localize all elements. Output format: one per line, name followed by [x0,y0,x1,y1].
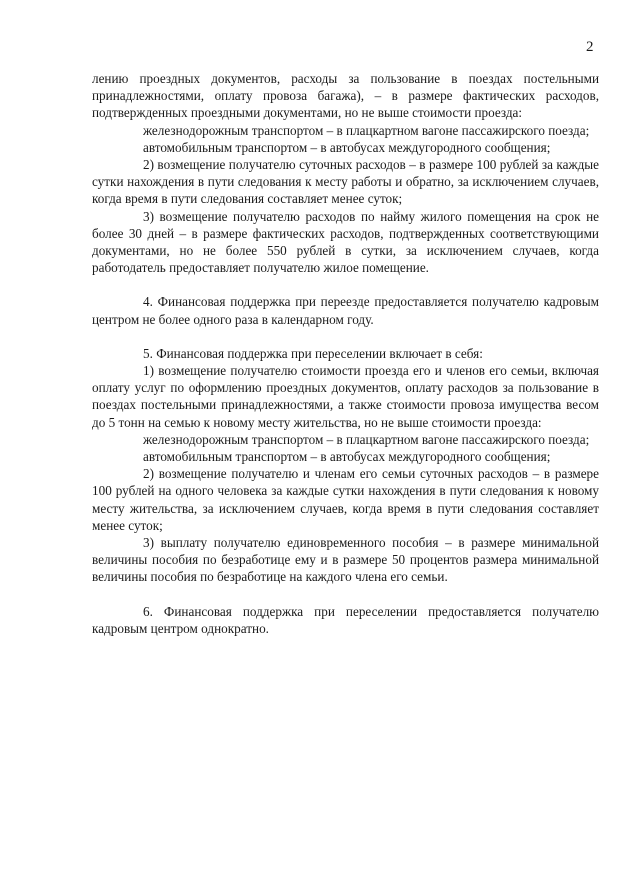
paragraph: 2) возмещение получателю суточных расходов – в размере 100 рублей за каждые сутки нахождения в пути следования к месту работы и обратно, за исключением случаев, когда время в пути следования составляет менее суток; [92,157,599,207]
paragraph: лению проездных документов, расходы за пользование в поездах постельными принадлежностями, оплату провоза багажа), – в размере фактических расходов, подтвержденных проездными документами, но не выше стоимости проезда: [92,71,599,121]
paragraph: 3) возмещение получателю расходов по найму жилого помещения на срок не более 30 дней – в размере фактических расходов, подтвержденных соответствующими документами, но не более 550 рублей в сутки, за исключением случаев, когда работодатель предоставляет получателю жилое помещение. [92,208,599,276]
paragraph: 6. Финансовая поддержка при переселении предоставляется получателю кадровым центром однократно. [92,603,599,636]
paragraph: 3) выплату получателю единовременного пособия – в размере минимальной величины пособия по безработице ему и в размере 50 процентов размера минимальной величины пособия по безработице на каждого члена его семьи. [92,535,599,585]
paragraph: железнодорожным транспортом – в плацкартном вагоне пассажирского поезда; [143,122,590,138]
paragraph: железнодорожным транспортом – в плацкартном вагоне пассажирского поезда; [143,431,590,447]
paragraph: 5. Финансовая поддержка при переселении включает в себя: [143,345,483,361]
paragraph: 4. Финансовая поддержка при переезде предоставляется получателю кадровым центром не более одного раза в календарном году. [92,294,599,327]
paragraph: автомобильным транспортом – в автобусах междугородного сообщения; [143,139,551,155]
document-body [92,70,599,637]
paragraph: автомобильным транспортом – в автобусах междугородного сообщения; [143,449,551,465]
paragraph: 2) возмещение получателю и членам его семьи суточных расходов – в размере 100 рублей на одного человека за каждые сутки нахождения в пути следования к новому месту жительства, за исключением случаев, когда время в пути следования составляет менее суток; [92,466,599,533]
paragraph: 1) возмещение получателю стоимости проезда его и членов его семьи, включая оплату услуг по оформлению проездных документов, оплату расходов за пользование в поездах постельными принадлежностями, а также стоимости провоза имущества весом до 5 тонн на семью к новому месту жительства, но не выше стоимости проезда: [92,363,599,430]
page-number: 2 [586,39,594,55]
